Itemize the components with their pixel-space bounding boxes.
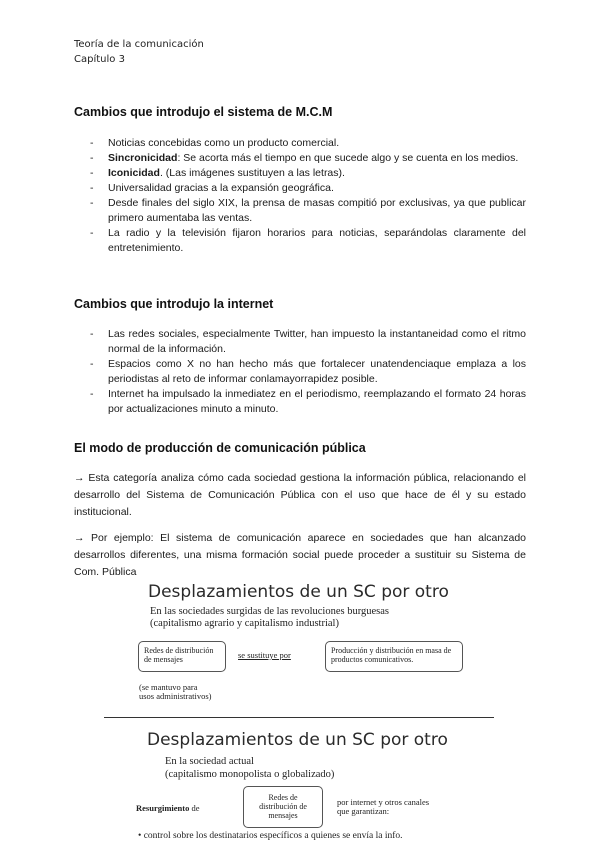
channels-line1: por internet y otros canales [337, 797, 430, 807]
resurgence-bold: Resurgimiento [136, 803, 190, 813]
figure-displacement-2 [130, 730, 480, 842]
list-item [74, 226, 526, 256]
section2-heading: Cambios que introdujo la internet [74, 297, 274, 311]
item-text: . (Las imágenes sustituyen a las letras). [159, 167, 345, 179]
channels-line2: que garantizan: [337, 806, 390, 816]
figure2-subtitle2: (capitalismo monopolista o globalizado) [165, 769, 335, 780]
note-line2: usos administrativos) [139, 691, 212, 701]
figure2-subtitle1: En la sociedad actual [165, 756, 254, 767]
section2-list [74, 327, 526, 417]
figure1-title: Desplazamientos de un SC por otro [148, 582, 449, 602]
paragraph-example: → Por ejemplo: El sistema de comunicación aparece en sociedades que han alcanzado desarrollos diferentes, una misma formación social puede proceder a sustituir su Sistema de Com. Pública [74, 532, 526, 578]
figure1-subtitle1: En las sociedades surgidas de las revoluciones burguesas [150, 606, 390, 617]
figure2-title: Desplazamientos de un SC por otro [147, 730, 448, 750]
list-item [74, 196, 526, 226]
item-bold: Sincronicidad [108, 152, 178, 164]
list-item: - Espacios como X no han hecho más que fortalecer unatendenciaque emplaza a los periodistas al reto de informar conlamayorrapidez posible. [74, 357, 526, 387]
list-item [74, 151, 526, 166]
page-header [74, 37, 204, 67]
list-item [74, 136, 526, 151]
control-bullet: • control sobre los destinatarios específicos a quienes se envía la info. [138, 831, 403, 841]
note-line1: (se mantuvo para [139, 682, 198, 692]
resurgence-de: de [191, 803, 200, 813]
header-chapter: Capítulo 3 [74, 54, 125, 65]
section1-list [74, 136, 526, 256]
item-bold: Iconicidad [108, 167, 160, 179]
header-course: Teoría de la comunicación [74, 39, 204, 50]
list-item [74, 166, 526, 181]
section1-heading: Cambios que introdujo el sistema de M.C.M [74, 105, 333, 119]
box-message-networks-2: Redes de distribución de mensajes [243, 786, 323, 828]
list-item [74, 181, 526, 196]
item-text: : Se acorta más el tiempo en que sucede algo y se cuenta en los medios. [177, 152, 519, 164]
item-text: Desde finales del siglo XIX, la prensa de masas compitió por exclusivas, ya que publicar primero aumentaba las ventas. [108, 197, 526, 224]
figure-divider [104, 717, 494, 718]
paragraph-definition: → Esta categoría analiza cómo cada sociedad gestiona la información pública, relacionando el desarrollo del Sistema de Comunicación Pública con el uso que hace de él y su estado institucional. [74, 472, 526, 518]
item-text: Universalidad gracias a la expansión geográfica. [108, 182, 334, 194]
box-mass-production: Producción y distribución en masa de productos comunicativos. [325, 641, 463, 672]
list-item: - Las redes sociales, especialmente Twitter, han impuesto la instantaneidad como el ritmo normal de la información. [74, 327, 526, 357]
figure-displacement-1 [136, 582, 466, 707]
resurgence-label [136, 804, 200, 813]
item-text: La radio y la televisión fijaron horarios para noticias, separándolas claramente del entretenimiento. [108, 227, 526, 254]
figure1-subtitle2: (capitalismo agrario y capitalismo industrial) [150, 618, 339, 629]
box-message-networks: Redes de distribución de mensajes [138, 641, 226, 672]
replaced-by-label: se sustituye por [238, 650, 291, 660]
item-text: Noticias concebidas como un producto comercial. [108, 137, 340, 149]
list-item: - Internet ha impulsado la inmediatez en el periodismo, reemplazando el formato 24 horas por actualizaciones minuto a minuto. [74, 387, 526, 417]
section3-heading: El modo de producción de comunicación pública [74, 441, 366, 455]
